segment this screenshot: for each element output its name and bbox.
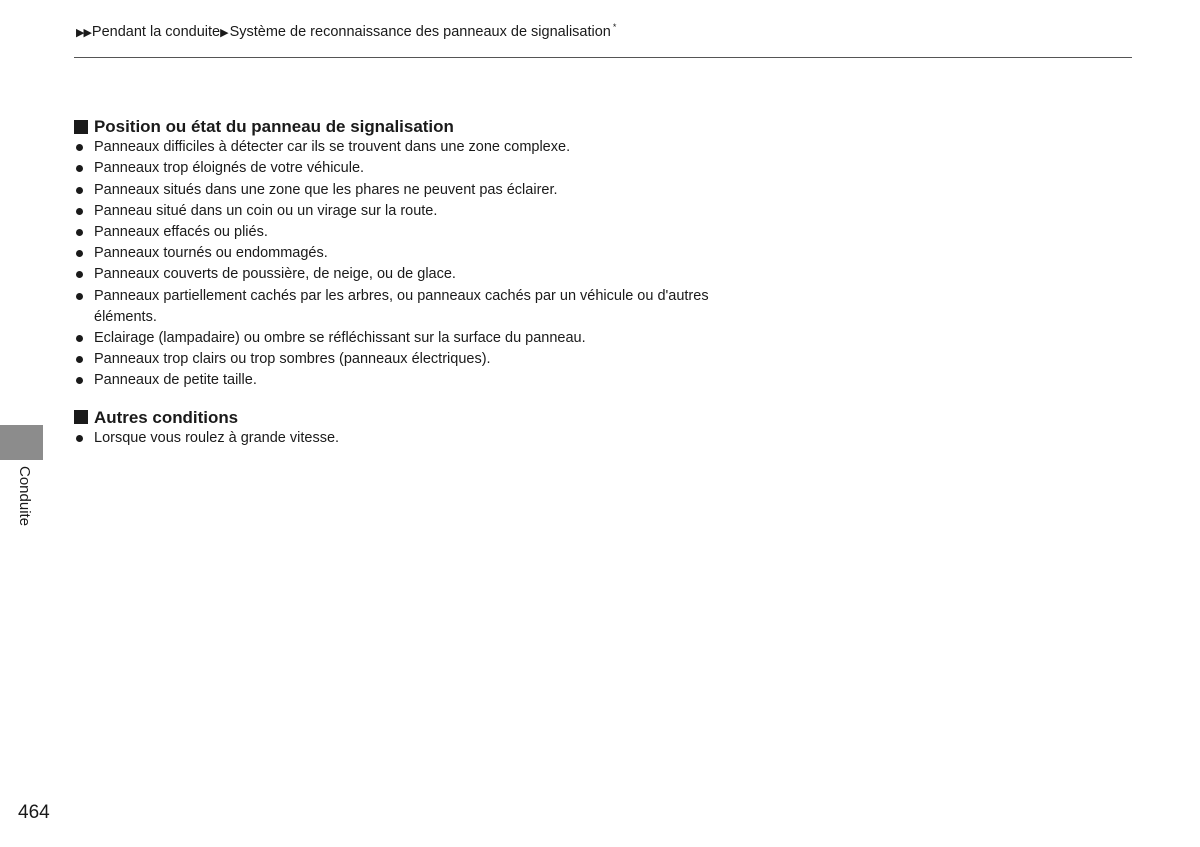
list-item-text: Panneau situé dans un coin ou un virage sur la route. (94, 202, 438, 219)
list-item (74, 137, 714, 158)
section-heading (74, 116, 714, 137)
list-item (74, 286, 714, 328)
list-item-text: Panneaux tournés ou endommagés. (94, 245, 328, 262)
bullet-dot-icon (76, 435, 83, 442)
bullet-dot-icon (76, 229, 83, 236)
list-item-text: Panneaux trop clairs ou trop sombres (panneaux électriques). (94, 351, 491, 368)
bullet-dot-icon (76, 208, 83, 215)
list-item-text: Panneaux difficiles à détecter car ils se trouvent dans une zone complexe. (94, 139, 571, 156)
list-item-text: Panneaux trop éloignés de votre véhicule. (94, 160, 365, 177)
list-item (74, 158, 714, 179)
chapter-label: Conduite (16, 466, 33, 527)
main-content (74, 116, 714, 449)
list-item (74, 243, 714, 264)
page-number: 464 (18, 802, 50, 823)
bullet-list (74, 137, 714, 391)
list-item-text: Panneaux effacés ou pliés. (94, 224, 268, 241)
section-title: Position ou état du panneau de signalisation (94, 117, 454, 136)
list-item (74, 349, 714, 370)
header-divider (74, 57, 1132, 58)
section-other-conditions (74, 407, 714, 449)
list-item-text: Lorsque vous roulez à grande vitesse. (94, 429, 340, 446)
section-sign-position (74, 116, 714, 392)
bullet-dot-icon (76, 356, 83, 363)
list-item (74, 264, 714, 285)
square-bullet-icon (74, 410, 88, 424)
list-item (74, 370, 714, 391)
list-item-text: Panneaux de petite taille. (94, 372, 257, 389)
breadcrumb-item-sign-recognition: Système de reconnaissance des panneaux de signalisation (229, 24, 611, 40)
section-title: Autres conditions (94, 407, 239, 427)
bullet-dot-icon (76, 271, 83, 278)
asterisk-mark: * (612, 22, 617, 32)
bullet-dot-icon (76, 165, 83, 172)
list-item-text: Panneaux partiellement cachés par les arbres, ou panneaux cachés par un véhicule ou d'autres éléments. (94, 287, 709, 325)
double-arrow-icon: ▶▶ (76, 27, 91, 39)
breadcrumb (76, 24, 616, 40)
list-item (74, 428, 714, 449)
list-item-text: Eclairage (lampadaire) ou ombre se réfléchissant sur la surface du panneau. (94, 330, 586, 347)
bullet-dot-icon (76, 377, 83, 384)
list-item (74, 328, 714, 349)
bullet-dot-icon (76, 144, 83, 151)
arrow-icon: ▶ (220, 27, 229, 39)
bullet-list (74, 428, 714, 449)
breadcrumb-item-driving: Pendant la conduite (91, 24, 221, 40)
bullet-dot-icon (76, 335, 83, 342)
square-bullet-icon (74, 120, 88, 134)
bullet-dot-icon (76, 293, 83, 300)
bullet-dot-icon (76, 187, 83, 194)
list-item-text: Panneaux situés dans une zone que les phares ne peuvent pas éclairer. (94, 181, 558, 198)
list-item-text: Panneaux couverts de poussière, de neige, ou de glace. (94, 266, 456, 283)
chapter-tab (0, 425, 43, 460)
bullet-dot-icon (76, 250, 83, 257)
list-item (74, 180, 714, 201)
section-heading (74, 407, 714, 428)
list-item (74, 222, 714, 243)
list-item (74, 201, 714, 222)
